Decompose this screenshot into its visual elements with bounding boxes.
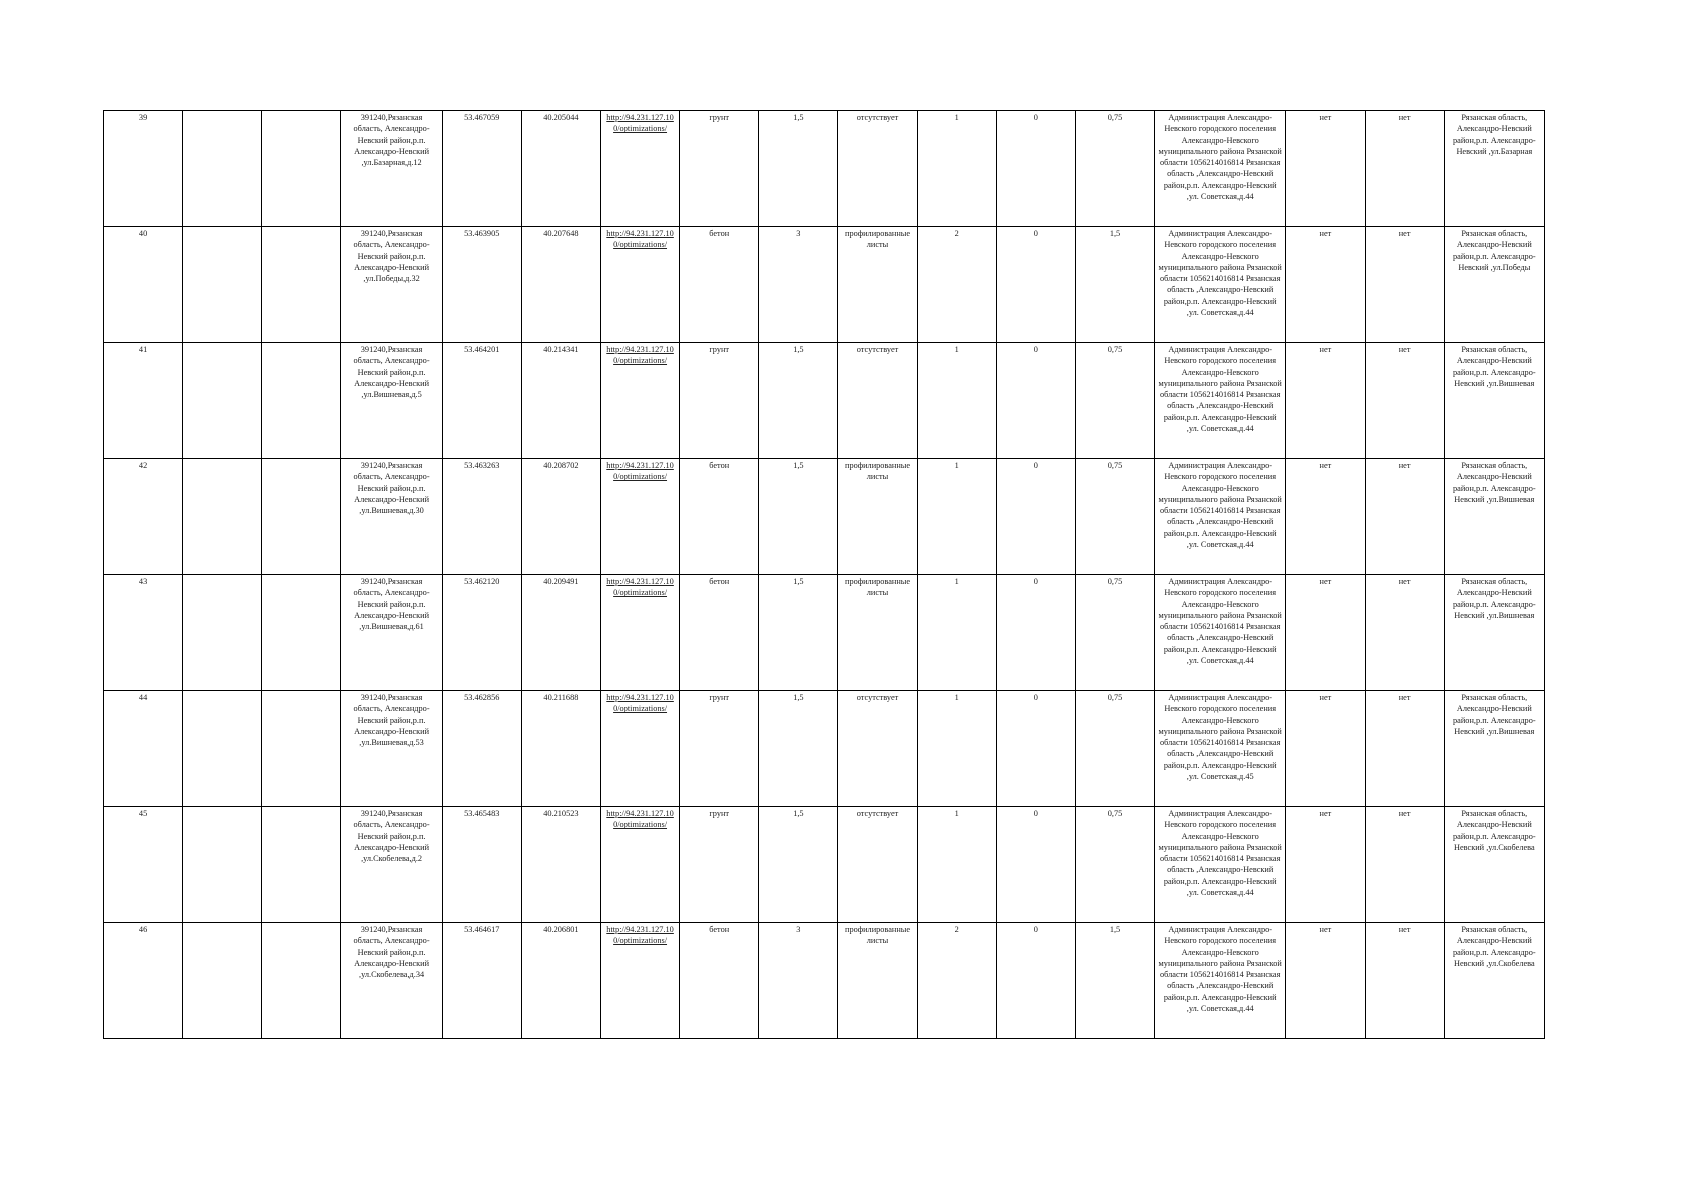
site-owner: Администрация Александро-Невского городского поселения Александро-Невского муниципального района Рязанской области 1056214016814 Рязанская область ,Александро-Невский район,р.п. Александро-Невский ,ул. Советская,д.44: [1155, 227, 1286, 343]
table-row: [104, 227, 1545, 343]
container-volume: 1,5: [1075, 227, 1154, 343]
flag-no: нет: [1365, 459, 1444, 575]
site-address: 391240,Рязанская область, Александро-Невский район,р.п. Александро-Невский ,ул.Базарная,д.12: [341, 111, 442, 227]
surface-type: грунт: [680, 807, 759, 923]
map-link[interactable]: http://94.231.127.10 0/optimizations/: [606, 113, 674, 134]
site-address: 391240,Рязанская область, Александро-Невский район,р.п. Александро-Невский ,ул.Победы,д.32: [341, 227, 442, 343]
container-volume: 0,75: [1075, 807, 1154, 923]
map-link-cell: [600, 227, 679, 343]
map-link-cell: [600, 691, 679, 807]
empty-cell: [183, 111, 262, 227]
site-owner: Администрация Александро-Невского городского поселения Александро-Невского муниципального района Рязанской области 1056214016814 Рязанская область ,Александро-Невский район,р.п. Александро-Невский ,ул. Советская,д.44: [1155, 459, 1286, 575]
empty-cell: [183, 575, 262, 691]
site-area: 1,5: [759, 575, 838, 691]
site-area: 1,5: [759, 691, 838, 807]
latitude: 53.464617: [442, 923, 521, 1039]
flag-no: нет: [1286, 459, 1365, 575]
empty-cell: [183, 343, 262, 459]
row-number: 42: [104, 459, 183, 575]
site-address: 391240,Рязанская область, Александро-Невский район,р.п. Александро-Невский ,ул.Вишневая,д.61: [341, 575, 442, 691]
containers-planned: 1: [917, 111, 996, 227]
fence-type: отсутствует: [838, 111, 917, 227]
container-volume: 1,5: [1075, 923, 1154, 1039]
row-number: 46: [104, 923, 183, 1039]
latitude: 53.462120: [442, 575, 521, 691]
empty-cell: [183, 459, 262, 575]
flag-no: нет: [1365, 691, 1444, 807]
container-volume: 0,75: [1075, 459, 1154, 575]
longitude: 40.206801: [521, 923, 600, 1039]
container-volume: 0,75: [1075, 343, 1154, 459]
waste-source: Рязанская область, Александро-Невский район,р.п. Александро-Невский ,ул.Вишневая: [1444, 691, 1544, 807]
table-body: [104, 111, 1545, 1039]
map-link[interactable]: http://94.231.127.10 0/optimizations/: [606, 577, 674, 598]
site-address: 391240,Рязанская область, Александро-Невский район,р.п. Александро-Невский ,ул.Скобелева,д.2: [341, 807, 442, 923]
fence-type: отсутствует: [838, 343, 917, 459]
surface-type: бетон: [680, 459, 759, 575]
containers-planned: 1: [917, 459, 996, 575]
waste-source: Рязанская область, Александро-Невский район,р.п. Александро-Невский ,ул.Скобелева: [1444, 923, 1544, 1039]
site-area: 1,5: [759, 343, 838, 459]
site-owner: Администрация Александро-Невского городского поселения Александро-Невского муниципального района Рязанской области 1056214016814 Рязанская область ,Александро-Невский район,р.п. Александро-Невский ,ул. Советская,д.44: [1155, 807, 1286, 923]
flag-no: нет: [1286, 575, 1365, 691]
flag-no: нет: [1286, 691, 1365, 807]
fence-type: отсутствует: [838, 691, 917, 807]
table-row: [104, 459, 1545, 575]
site-area: 1,5: [759, 459, 838, 575]
map-link-cell: [600, 111, 679, 227]
empty-cell: [262, 459, 341, 575]
fence-type: профилированные листы: [838, 923, 917, 1039]
fence-type: отсутствует: [838, 807, 917, 923]
longitude: 40.214341: [521, 343, 600, 459]
latitude: 53.467059: [442, 111, 521, 227]
map-link[interactable]: http://94.231.127.10 0/optimizations/: [606, 809, 674, 830]
flag-no: нет: [1286, 923, 1365, 1039]
site-area: 3: [759, 923, 838, 1039]
row-number: 40: [104, 227, 183, 343]
site-owner: Администрация Александро-Невского городского поселения Александро-Невского муниципального района Рязанской области 1056214016814 Рязанская область ,Александро-Невский район,р.п. Александро-Невский ,ул. Советская,д.44: [1155, 923, 1286, 1039]
containers-planned: 2: [917, 923, 996, 1039]
table-row: [104, 807, 1545, 923]
fence-type: профилированные листы: [838, 459, 917, 575]
waste-source: Рязанская область, Александро-Невский район,р.п. Александро-Невский ,ул.Вишневая: [1444, 343, 1544, 459]
map-link[interactable]: http://94.231.127.10 0/optimizations/: [606, 345, 674, 366]
containers-actual: 0: [996, 923, 1075, 1039]
flag-no: нет: [1365, 227, 1444, 343]
longitude: 40.208702: [521, 459, 600, 575]
waste-source: Рязанская область, Александро-Невский район,р.п. Александро-Невский ,ул.Вишневая: [1444, 459, 1544, 575]
longitude: 40.207648: [521, 227, 600, 343]
site-address: 391240,Рязанская область, Александро-Невский район,р.п. Александро-Невский ,ул.Вишневая,д.30: [341, 459, 442, 575]
containers-actual: 0: [996, 343, 1075, 459]
longitude: 40.211688: [521, 691, 600, 807]
empty-cell: [183, 691, 262, 807]
map-link[interactable]: http://94.231.127.10 0/optimizations/: [606, 693, 674, 714]
fence-type: профилированные листы: [838, 227, 917, 343]
waste-source: Рязанская область, Александро-Невский район,р.п. Александро-Невский ,ул.Базарная: [1444, 111, 1544, 227]
site-area: 1,5: [759, 807, 838, 923]
row-number: 44: [104, 691, 183, 807]
flag-no: нет: [1365, 111, 1444, 227]
site-owner: Администрация Александро-Невского городского поселения Александро-Невского муниципального района Рязанской области 1056214016814 Рязанская область ,Александро-Невский район,р.п. Александро-Невский ,ул. Советская,д.44: [1155, 343, 1286, 459]
surface-type: бетон: [680, 575, 759, 691]
site-area: 3: [759, 227, 838, 343]
containers-actual: 0: [996, 807, 1075, 923]
empty-cell: [262, 923, 341, 1039]
longitude: 40.205044: [521, 111, 600, 227]
site-address: 391240,Рязанская область, Александро-Невский район,р.п. Александро-Невский ,ул.Скобелева,д.34: [341, 923, 442, 1039]
empty-cell: [183, 923, 262, 1039]
surface-type: грунт: [680, 343, 759, 459]
table-row: [104, 923, 1545, 1039]
containers-planned: 2: [917, 227, 996, 343]
map-link[interactable]: http://94.231.127.10 0/optimizations/: [606, 925, 674, 946]
empty-cell: [183, 807, 262, 923]
container-volume: 0,75: [1075, 691, 1154, 807]
empty-cell: [262, 343, 341, 459]
map-link-cell: [600, 575, 679, 691]
containers-actual: 0: [996, 227, 1075, 343]
surface-type: грунт: [680, 691, 759, 807]
map-link-cell: [600, 807, 679, 923]
empty-cell: [262, 807, 341, 923]
table-row: [104, 111, 1545, 227]
containers-actual: 0: [996, 575, 1075, 691]
containers-actual: 0: [996, 111, 1075, 227]
flag-no: нет: [1365, 343, 1444, 459]
containers-planned: 1: [917, 691, 996, 807]
flag-no: нет: [1286, 343, 1365, 459]
latitude: 53.464201: [442, 343, 521, 459]
table-row: [104, 575, 1545, 691]
map-link[interactable]: http://94.231.127.10 0/optimizations/: [606, 461, 674, 482]
site-owner: Администрация Александро-Невского городского поселения Александро-Невского муниципального района Рязанской области 1056214016814 Рязанская область ,Александро-Невский район,р.п. Александро-Невский ,ул. Советская,д.44: [1155, 575, 1286, 691]
empty-cell: [262, 227, 341, 343]
row-number: 39: [104, 111, 183, 227]
latitude: 53.465483: [442, 807, 521, 923]
waste-source: Рязанская область, Александро-Невский район,р.п. Александро-Невский ,ул.Вишневая: [1444, 575, 1544, 691]
latitude: 53.462856: [442, 691, 521, 807]
longitude: 40.209491: [521, 575, 600, 691]
row-number: 41: [104, 343, 183, 459]
row-number: 45: [104, 807, 183, 923]
flag-no: нет: [1286, 807, 1365, 923]
containers-planned: 1: [917, 807, 996, 923]
surface-type: бетон: [680, 923, 759, 1039]
site-owner: Администрация Александро-Невского городского поселения Александро-Невского муниципального района Рязанской области 1056214016814 Рязанская область ,Александро-Невский район,р.п. Александро-Невский ,ул. Советская,д.45: [1155, 691, 1286, 807]
surface-type: грунт: [680, 111, 759, 227]
table-row: [104, 343, 1545, 459]
table-row: [104, 691, 1545, 807]
map-link[interactable]: http://94.231.127.10 0/optimizations/: [606, 229, 674, 250]
site-address: 391240,Рязанская область, Александро-Невский район,р.п. Александро-Невский ,ул.Вишневая,д.53: [341, 691, 442, 807]
empty-cell: [262, 691, 341, 807]
map-link-cell: [600, 923, 679, 1039]
containers-planned: 1: [917, 575, 996, 691]
fence-type: профилированные листы: [838, 575, 917, 691]
waste-sites-table: [103, 110, 1545, 1039]
longitude: 40.210523: [521, 807, 600, 923]
containers-actual: 0: [996, 691, 1075, 807]
empty-cell: [262, 111, 341, 227]
surface-type: бетон: [680, 227, 759, 343]
flag-no: нет: [1365, 923, 1444, 1039]
flag-no: нет: [1286, 111, 1365, 227]
empty-cell: [183, 227, 262, 343]
container-volume: 0,75: [1075, 575, 1154, 691]
empty-cell: [262, 575, 341, 691]
row-number: 43: [104, 575, 183, 691]
waste-source: Рязанская область, Александро-Невский район,р.п. Александро-Невский ,ул.Победы: [1444, 227, 1544, 343]
containers-actual: 0: [996, 459, 1075, 575]
container-volume: 0,75: [1075, 111, 1154, 227]
site-owner: Администрация Александро-Невского городского поселения Александро-Невского муниципального района Рязанской области 1056214016814 Рязанская область ,Александро-Невский район,р.п. Александро-Невский ,ул. Советская,д.44: [1155, 111, 1286, 227]
site-area: 1,5: [759, 111, 838, 227]
waste-source: Рязанская область, Александро-Невский район,р.п. Александро-Невский ,ул.Скобелева: [1444, 807, 1544, 923]
map-link-cell: [600, 343, 679, 459]
latitude: 53.463263: [442, 459, 521, 575]
flag-no: нет: [1365, 807, 1444, 923]
site-address: 391240,Рязанская область, Александро-Невский район,р.п. Александро-Невский ,ул.Вишневая,д.5: [341, 343, 442, 459]
flag-no: нет: [1286, 227, 1365, 343]
containers-planned: 1: [917, 343, 996, 459]
latitude: 53.463905: [442, 227, 521, 343]
flag-no: нет: [1365, 575, 1444, 691]
map-link-cell: [600, 459, 679, 575]
